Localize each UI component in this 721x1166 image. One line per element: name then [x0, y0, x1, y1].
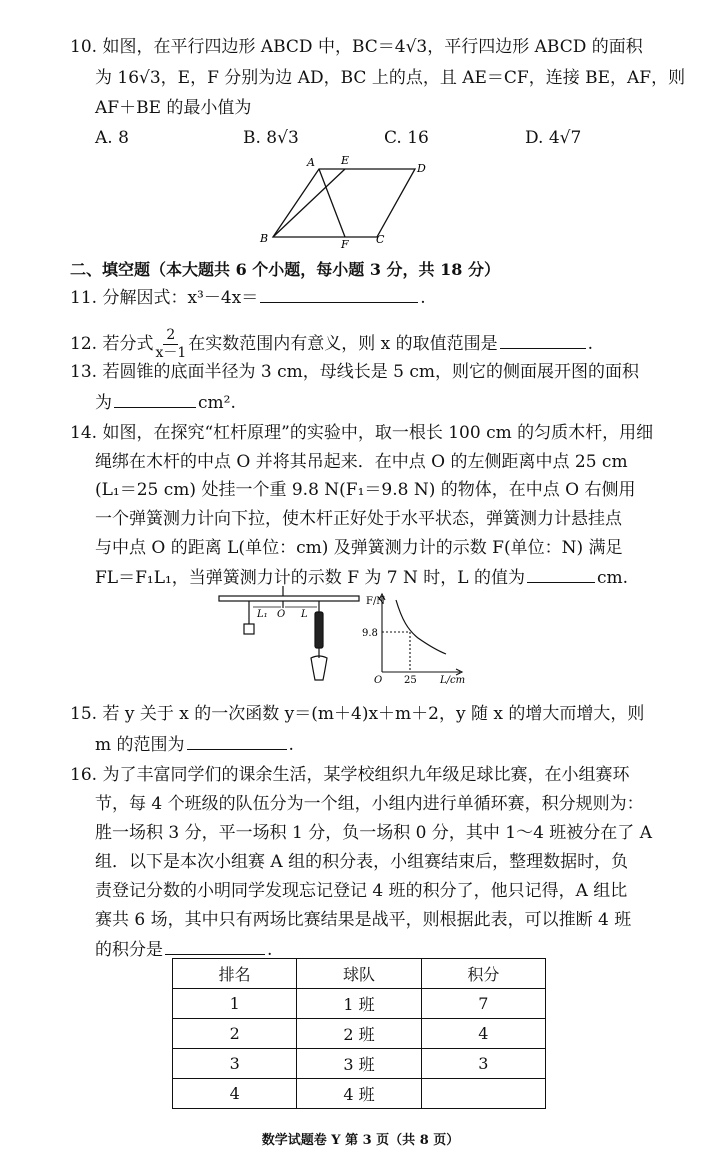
graph-x-tick: 25 [404, 675, 417, 686]
q10-line-2: 为 16√3，E，F 分别为边 AD，BC 上的点，且 AE＝CF，连接 BE，AF，则 [95, 68, 686, 88]
q14-line-5: 与中点 O 的距离 L(单位：cm) 及弹簧测力计的示数 F(单位：N) 满足 [95, 538, 623, 558]
score-table [172, 958, 546, 1109]
q11-end: . [420, 288, 426, 308]
q15-prefix: m 的范围为 [95, 735, 185, 755]
label-l1: L₁ [257, 609, 268, 620]
table-row [173, 1049, 546, 1079]
q16-line-1: 16. 为了丰富同学们的课余生活，某学校组织九年级足球比赛，在小组赛环 [70, 765, 630, 785]
q10-option-d: D. 4√7 [525, 128, 582, 148]
q14-text: FL＝F₁L₁，当弹簧测力计的示数 F 为 7 N 时，L 的值为 [95, 568, 525, 588]
q12-suffix: 在实数范围内有意义，则 x 的取值范围是 [188, 334, 498, 354]
label-o: O [277, 609, 286, 620]
cell-rank: 1 [173, 989, 297, 1019]
table-row [173, 1079, 546, 1109]
q15-answer-blank[interactable] [187, 733, 287, 750]
cell-points: 7 [421, 989, 545, 1019]
q13-unit: cm². [198, 393, 236, 413]
cell-points: 4 [421, 1019, 545, 1049]
q12-end: . [587, 334, 594, 354]
q11-answer-blank[interactable] [260, 286, 418, 303]
q14-line-4: 一个弹簧测力计向下拉，使木杆正好处于水平状态，弹簧测力计悬挂点 [95, 509, 622, 529]
q16-line-3: 胜一场积 3 分，平一场积 1 分，负一场积 0 分，其中 1～4 班被分在了 A [95, 823, 652, 843]
q10-line-1: 10. 如图，在平行四边形 ABCD 中，BC＝4√3，平行四边形 ABCD 的面积 [70, 37, 643, 57]
header-points: 积分 [421, 959, 545, 989]
q12-denominator: x－1 [155, 345, 187, 361]
q16-line-4: 组．以下是本次小组赛 A 组的积分表，小组赛结束后，整理数据时，负 [95, 852, 629, 872]
q16-line-5: 责登记分数的小明同学发现忘记登记 4 班的积分了，他只记得，A 组比 [95, 881, 628, 901]
header-rank: 排名 [173, 959, 297, 989]
label-b: B [260, 232, 269, 245]
label-f: F [341, 238, 349, 250]
q12-answer-blank[interactable] [500, 332, 586, 349]
q13-answer-blank[interactable] [114, 391, 196, 408]
cell-rank: 3 [173, 1049, 297, 1079]
q12 [70, 327, 593, 362]
graph-xlabel: L/cm [440, 675, 466, 686]
label-d: D [417, 162, 426, 175]
q16-answer-blank[interactable] [165, 938, 265, 955]
graph-origin: O [374, 675, 383, 686]
label-a: A [307, 156, 315, 169]
cell-team: 1 班 [297, 989, 421, 1019]
q10-option-c: C. 16 [384, 128, 429, 148]
label-e: E [341, 154, 350, 167]
q14-line-3: (L₁＝25 cm) 处挂一个重 9.8 N(F₁＝9.8 N) 的物体，在中点 O 右侧用 [95, 480, 636, 500]
q16-end: . [267, 940, 273, 960]
q14-lever-figure [215, 586, 365, 686]
q12-fraction [155, 327, 186, 362]
q15-line-1: 15. 若 y 关于 x 的一次函数 y＝(m＋4)x＋m＋2，y 随 x 的增大而增大，则 [70, 704, 645, 724]
q10-option-b: B. 8√3 [243, 128, 299, 148]
cell-rank: 2 [173, 1019, 297, 1049]
q14-answer-blank[interactable] [527, 566, 595, 583]
q16-line-2: 节，每 4 个班级的队伍分为一个组，小组内进行单循环赛，积分规则为： [95, 794, 644, 814]
q12-prefix: 12. 若分式 [70, 334, 154, 354]
q10-line-3: AF＋BE 的最小值为 [95, 98, 252, 118]
cell-team: 4 班 [297, 1079, 421, 1109]
q13-line-2 [95, 391, 236, 414]
table-row [173, 1019, 546, 1049]
cell-points [421, 1079, 545, 1109]
q16-line-6: 赛共 6 场，其中只有两场比赛结果是战平，则根据此表，可以推断 4 班 [95, 910, 632, 930]
q15-end: . [288, 735, 294, 755]
q14-line-1: 14. 如图，在探究“杠杆原理”的实验中，取一根长 100 cm 的匀质木杆，用细 [70, 423, 654, 443]
label-c: C [376, 233, 385, 246]
q14-unit: cm. [597, 568, 629, 588]
graph-y-tick: 9.8 [362, 628, 378, 639]
q13-prefix: 为 [95, 393, 112, 413]
q11-text: 11. 分解因式：x³－4x＝ [70, 288, 259, 308]
q11 [70, 286, 426, 309]
q10-option-a: A. 8 [95, 128, 129, 148]
q12-numerator: 2 [163, 327, 178, 345]
section-title: 二、填空题（本大题共 6 个小题，每小题 3 分，共 18 分） [70, 260, 500, 279]
header-team: 球队 [297, 959, 421, 989]
cell-rank: 4 [173, 1079, 297, 1109]
label-l: L [301, 609, 308, 620]
q10-parallelogram-figure [255, 150, 435, 250]
q14-fl-graph [360, 590, 480, 686]
q13-line-1: 13. 若圆锥的底面半径为 3 cm，母线长是 5 cm，则它的侧面展开图的面积 [70, 362, 639, 382]
q14-line-2: 绳绑在木杆的中点 O 并将其吊起来．在中点 O 的左侧距离中点 25 cm [95, 452, 628, 472]
graph-ylabel: F/N [366, 596, 386, 607]
q15-line-2 [95, 733, 294, 756]
page-footer: 数学试题卷 Y 第 3 页（共 8 页） [261, 1133, 460, 1148]
q16-prefix: 的积分是 [95, 940, 163, 960]
table-header-row [173, 959, 546, 989]
table-row [173, 989, 546, 1019]
cell-points: 3 [421, 1049, 545, 1079]
cell-team: 3 班 [297, 1049, 421, 1079]
cell-team: 2 班 [297, 1019, 421, 1049]
